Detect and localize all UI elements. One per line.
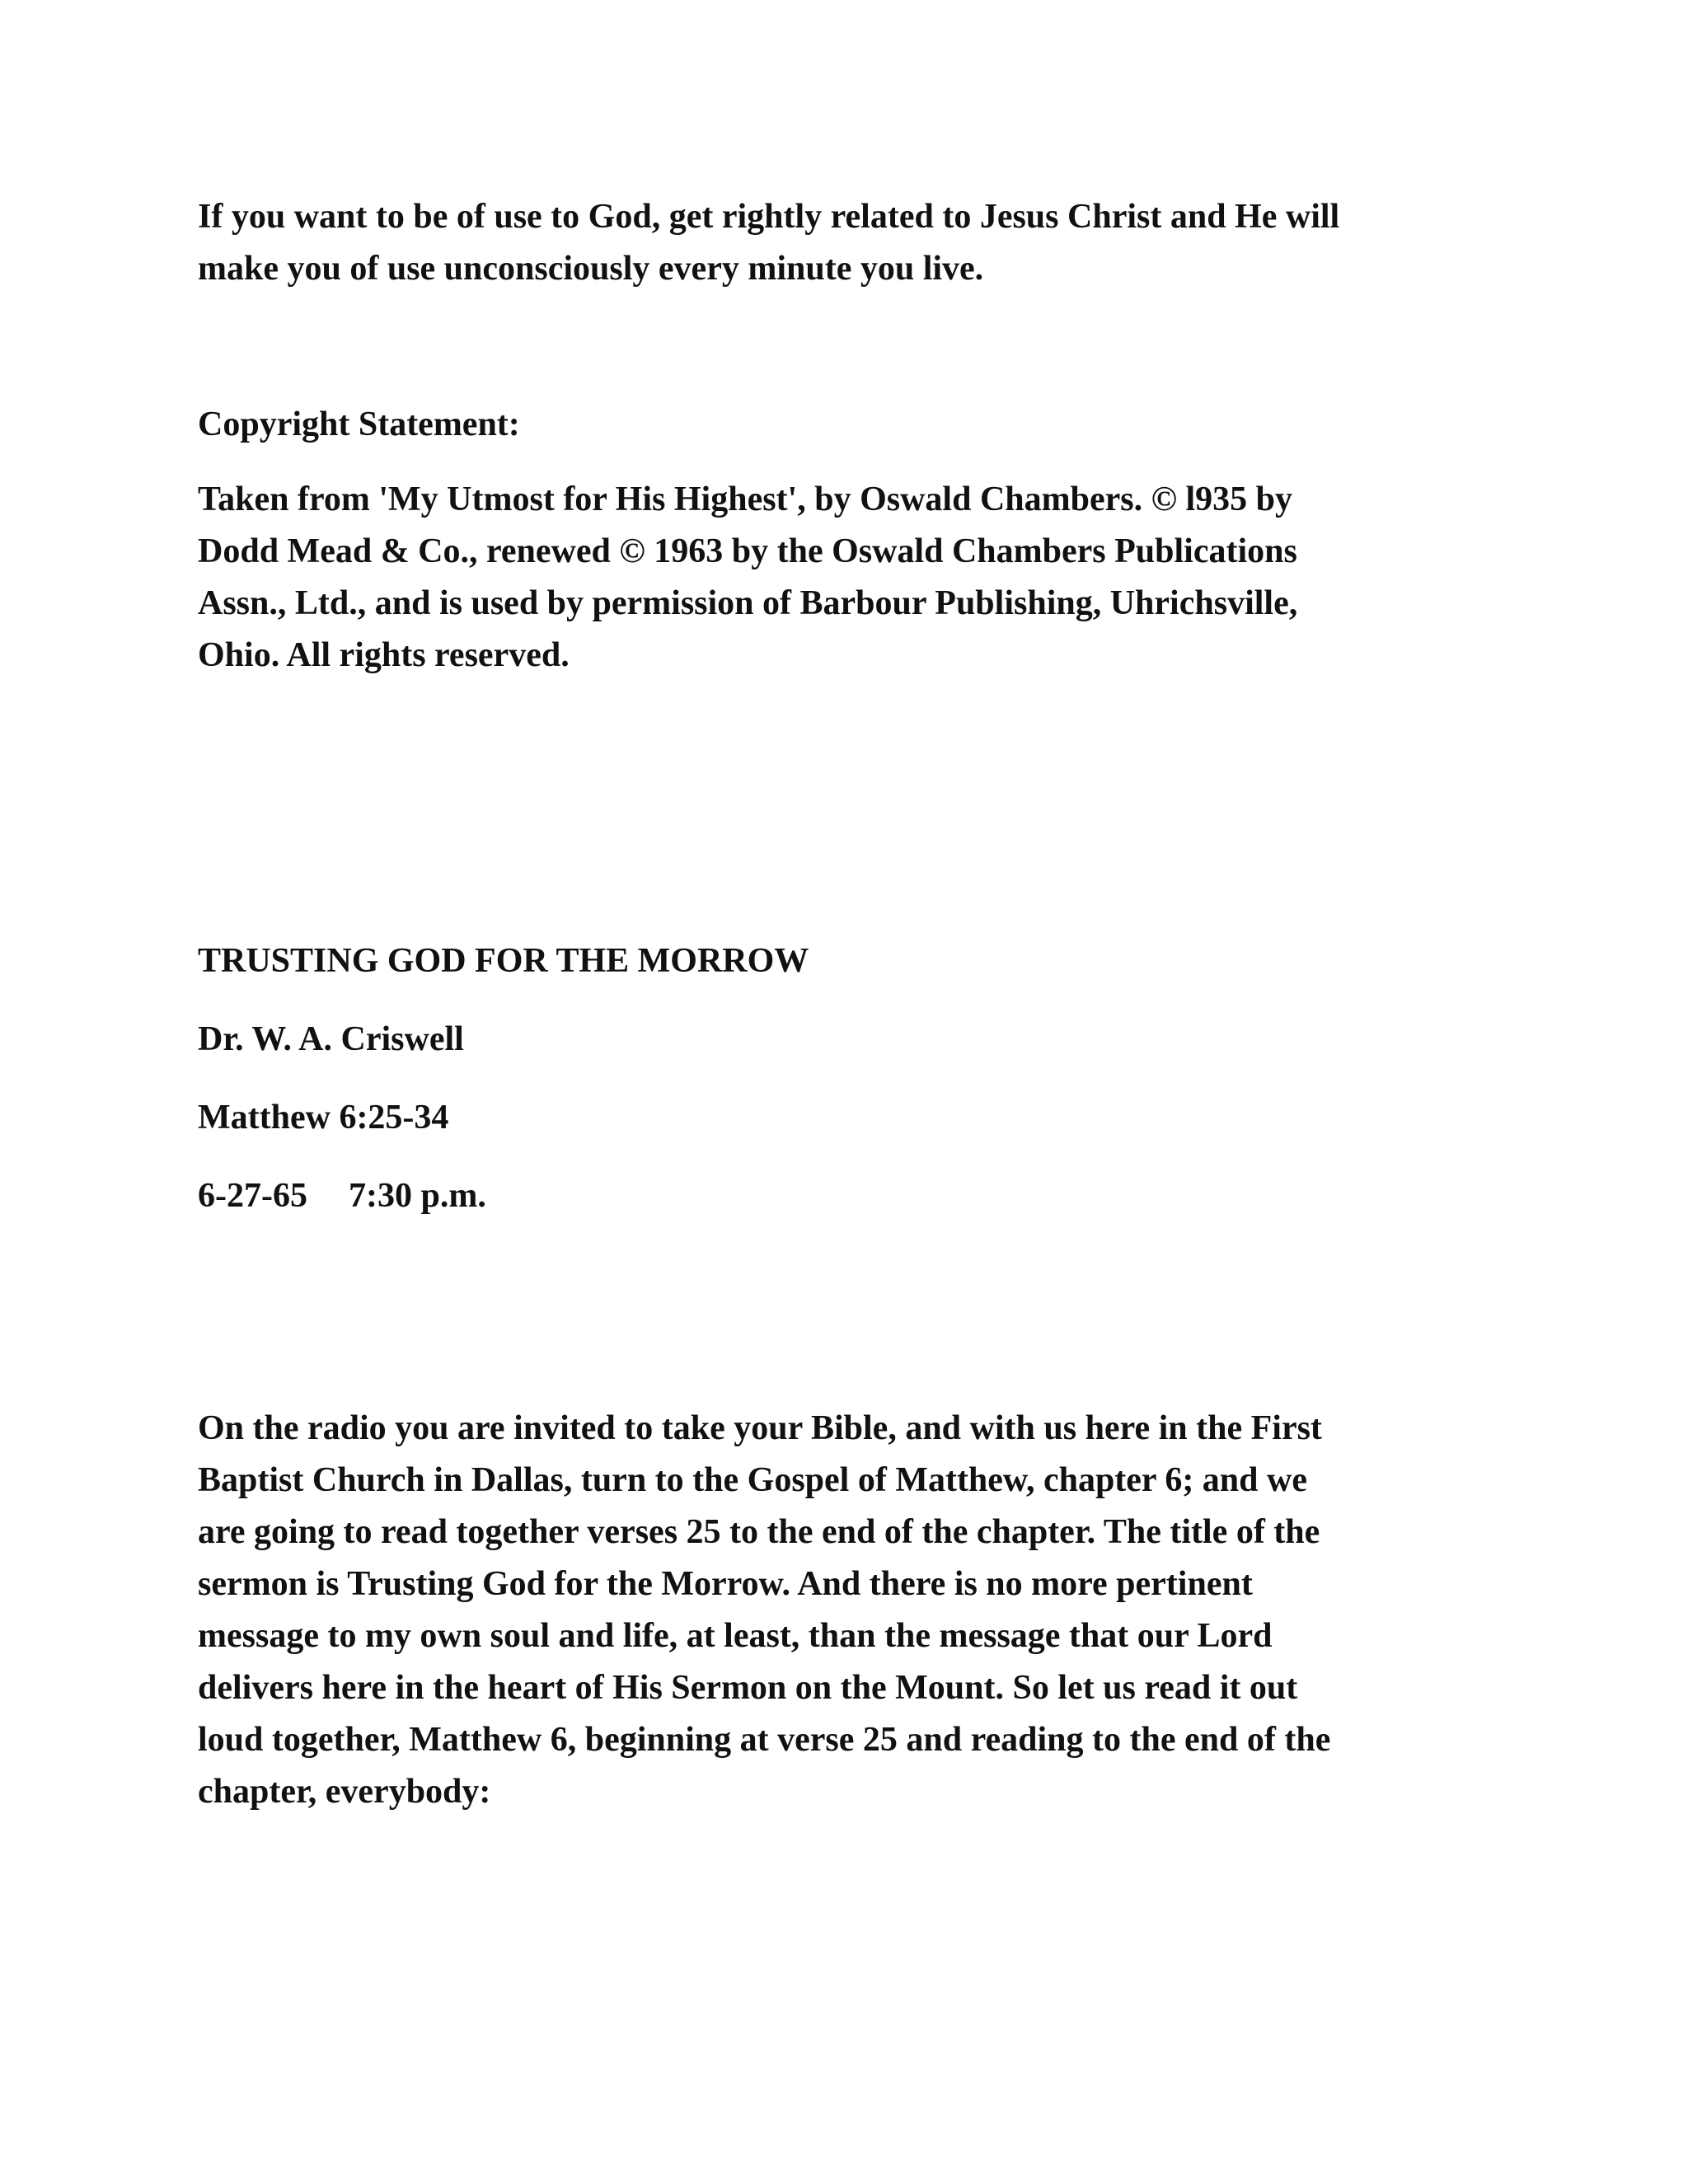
sermon-time: 7:30 p.m. <box>348 1177 486 1215</box>
body-line: loud together, Matthew 6, beginning at verse 25 and reading to the end of the <box>198 1721 1331 1759</box>
copyright-line: Dodd Mead & Co., renewed © 1963 by the Oswald Chambers Publications <box>198 532 1297 570</box>
sermon-scripture: Matthew 6:25-34 <box>198 1099 449 1137</box>
copyright-line: Assn., Ltd., and is used by permission of Barbour Publishing, Uhrichsville, <box>198 584 1298 622</box>
copyright-paragraph <box>198 474 1517 682</box>
sermon-date: 6-27-65 <box>198 1177 307 1215</box>
body-line: delivers here in the heart of His Sermon on the Mount. So let us read it out <box>198 1669 1298 1707</box>
body-line: message to my own soul and life, at least, than the message that our Lord <box>198 1617 1273 1655</box>
copyright-label: Copyright Statement: <box>198 405 520 443</box>
body-line: On the radio you are invited to take your Bible, and with us here in the First <box>198 1409 1322 1447</box>
sermon-date-time <box>198 1170 1517 1222</box>
sermon-body-paragraph <box>198 1403 1517 1818</box>
quote-paragraph <box>198 191 1517 295</box>
copyright-line: Ohio. All rights reserved. <box>198 636 570 674</box>
body-line: chapter, everybody: <box>198 1773 491 1811</box>
quote-line: If you want to be of use to God, get rightly related to Jesus Christ and He will <box>198 198 1340 236</box>
quote-line: make you of use unconsciously every minute you live. <box>198 250 984 288</box>
sermon-author: Dr. W. A. Criswell <box>198 1020 464 1058</box>
body-line: are going to read together verses 25 to the end of the chapter. The title of the <box>198 1513 1320 1551</box>
sermon-title: TRUSTING GOD FOR THE MORROW <box>198 942 809 980</box>
copyright-line: Taken from 'My Utmost for His Highest', by Oswald Chambers. © l935 by <box>198 480 1293 518</box>
body-line: sermon is Trusting God for the Morrow. And there is no more pertinent <box>198 1565 1253 1603</box>
body-line: Baptist Church in Dallas, turn to the Gospel of Matthew, chapter 6; and we <box>198 1461 1307 1499</box>
